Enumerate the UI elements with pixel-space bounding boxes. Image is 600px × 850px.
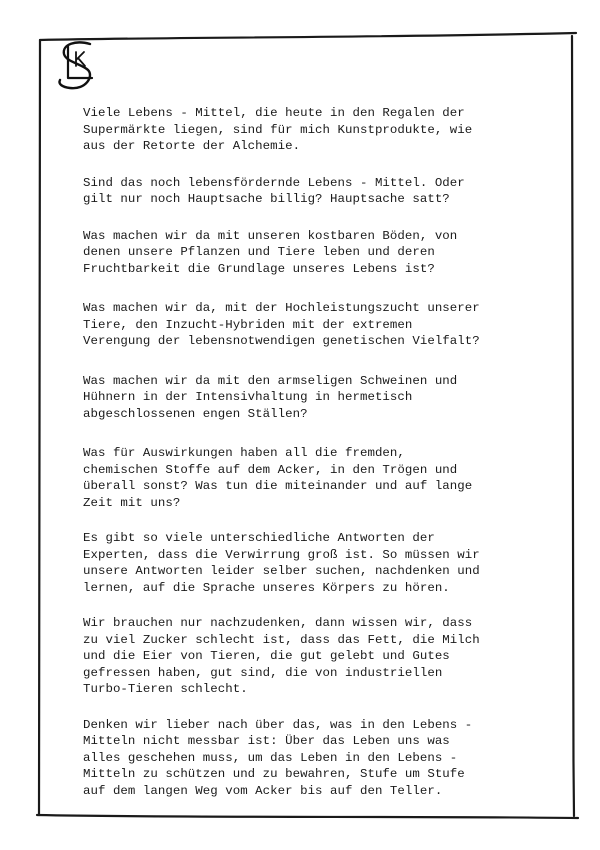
- paragraph: Was machen wir da mit den armseligen Schweinen und Hühnern in der Intensivhaltung in hermetisch abgeschlossenen engen Ställen?: [83, 373, 458, 421]
- paragraph: Wir brauchen nur nachzudenken, dann wissen wir, dass zu viel Zucker schlecht ist, dass das Fett, die Milch und die Eier von Tieren, die gut gelebt und Gutes gefressen haben, gut sind, die von industriellen Turbo-Tieren schlecht.: [83, 616, 480, 696]
- paragraph: Was machen wir da, mit der Hochleistungszucht unserer Tiere, den Inzucht-Hybriden mit der extremen Verengung der lebensnotwendigen genetischen Vielfalt?: [83, 301, 480, 348]
- paragraph: Denken wir lieber nach über das, was in den Lebens - Mitteln nicht messbar ist: Über das Leben uns was alles geschehen muss, um das Leben in den Lebens - Mitteln zu schützen und zu bewahren, Stufe um Stufe auf dem langen Weg vom Acker bis auf den Teller.: [83, 717, 473, 798]
- paragraph: Was für Auswirkungen haben all die fremden, chemischen Stoffe auf dem Acker, in den Trögen und überall sonst? Was tun die miteinander und auf lange Zeit mit uns?: [83, 446, 473, 510]
- paragraph: Was machen wir da mit unseren kostbaren Böden, von denen unsere Pflanzen und Tiere leben und deren Fruchtbarkeit die Grundlage unseres Lebens ist?: [83, 228, 458, 276]
- paragraph: Viele Lebens - Mittel, die heute in den Regalen der Supermärkte liegen, sind für mich Kunstprodukte, wie aus der Retorte der Alchemie.: [83, 106, 473, 153]
- monogram-logo-icon: [52, 38, 108, 94]
- paragraph: Sind das noch lebensfördernde Lebens - Mittel. Oder gilt nur noch Hauptsache billig? Hauptsache satt?: [83, 175, 465, 206]
- paragraph: Es gibt so viele unterschiedliche Antworten der Experten, dass die Verwirrung groß ist. So müssen wir unsere Antworten leider selber suchen, nachdenken und lernen, auf die Sprache unseres Körpers zu hören.: [83, 531, 480, 595]
- letter-body: [83, 105, 563, 799]
